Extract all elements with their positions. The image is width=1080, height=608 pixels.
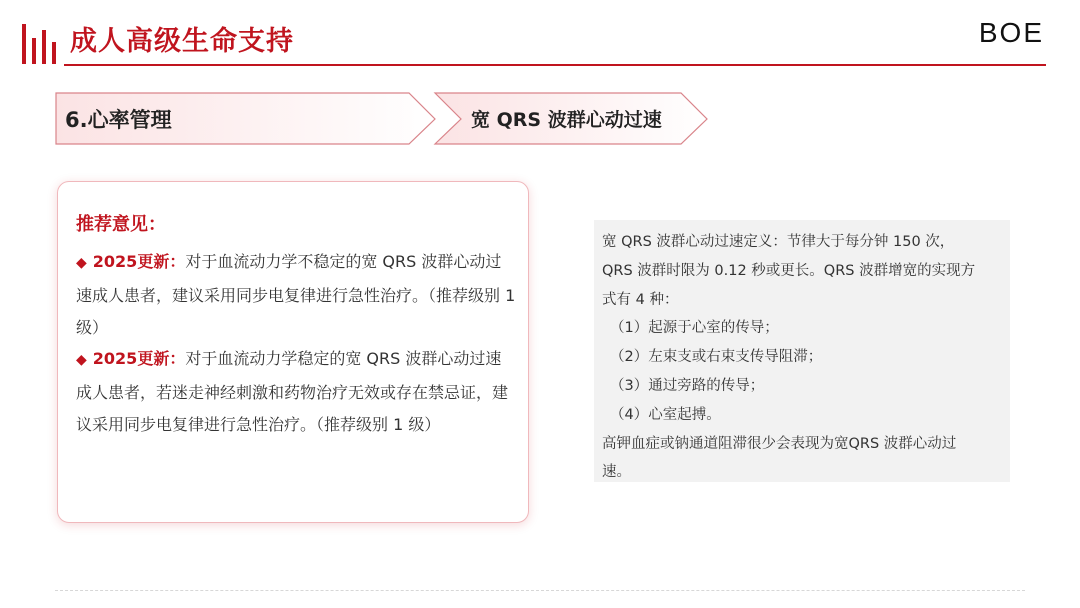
title-divider bbox=[64, 64, 1046, 66]
update-badge: 2025更新： bbox=[92, 349, 186, 368]
breadcrumb bbox=[55, 92, 715, 148]
recommendation-item bbox=[76, 246, 516, 345]
recommendation-heading: 推荐意见： bbox=[76, 214, 166, 235]
definition-line: 式有 4 种： bbox=[602, 291, 679, 308]
definition-box bbox=[594, 220, 1010, 482]
footer-divider bbox=[55, 590, 1025, 591]
boe-logo: BOE bbox=[978, 17, 1044, 48]
definition-line: 高钾血症或钠通道阻滞很少会表现为宽QRS 波群心动过 bbox=[602, 435, 957, 452]
brand-bars-icon bbox=[22, 18, 62, 66]
update-badge: 2025更新： bbox=[92, 252, 186, 271]
definition-list-item: （4）心室起搏。 bbox=[610, 406, 721, 423]
recommendation-item bbox=[76, 343, 516, 442]
definition-line: QRS 波群时限为 0.12 秒或更长。QRS 波群增宽的实现方 bbox=[602, 262, 976, 279]
definition-list-item: （3）通过旁路的传导； bbox=[610, 377, 765, 394]
diamond-bullet-icon: ◆ bbox=[76, 352, 87, 368]
recommendation-text: 对于血流动力学不稳定的宽 QRS 波群心动过速成人患者，建议采用同步电复律进行急性治疗。（推荐级别 1级） bbox=[76, 252, 516, 337]
diamond-bullet-icon: ◆ bbox=[76, 255, 87, 271]
definition-list-item: （2）左束支或右束支传导阻滞； bbox=[610, 349, 823, 366]
definition-line: 速。 bbox=[602, 464, 631, 481]
definition-list-item: （1）起源于心室的传导； bbox=[610, 320, 779, 337]
definition-line: 宽 QRS 波群心动过速定义：节律大于每分钟 150 次， bbox=[602, 234, 955, 250]
recommendation-text: 对于血流动力学稳定的宽 QRS 波群心动过速成人患者，若迷走神经刺激和药物治疗无效或存在禁忌证，建议采用同步电复律进行急性治疗。（推荐级别 1 级） bbox=[76, 349, 509, 434]
page-title: 成人高级生命支持 bbox=[70, 26, 294, 57]
recommendation-card bbox=[57, 181, 529, 523]
breadcrumb-topic: 宽 QRS 波群心动过速 bbox=[471, 109, 662, 131]
breadcrumb-section: 6.心率管理 bbox=[65, 108, 172, 132]
